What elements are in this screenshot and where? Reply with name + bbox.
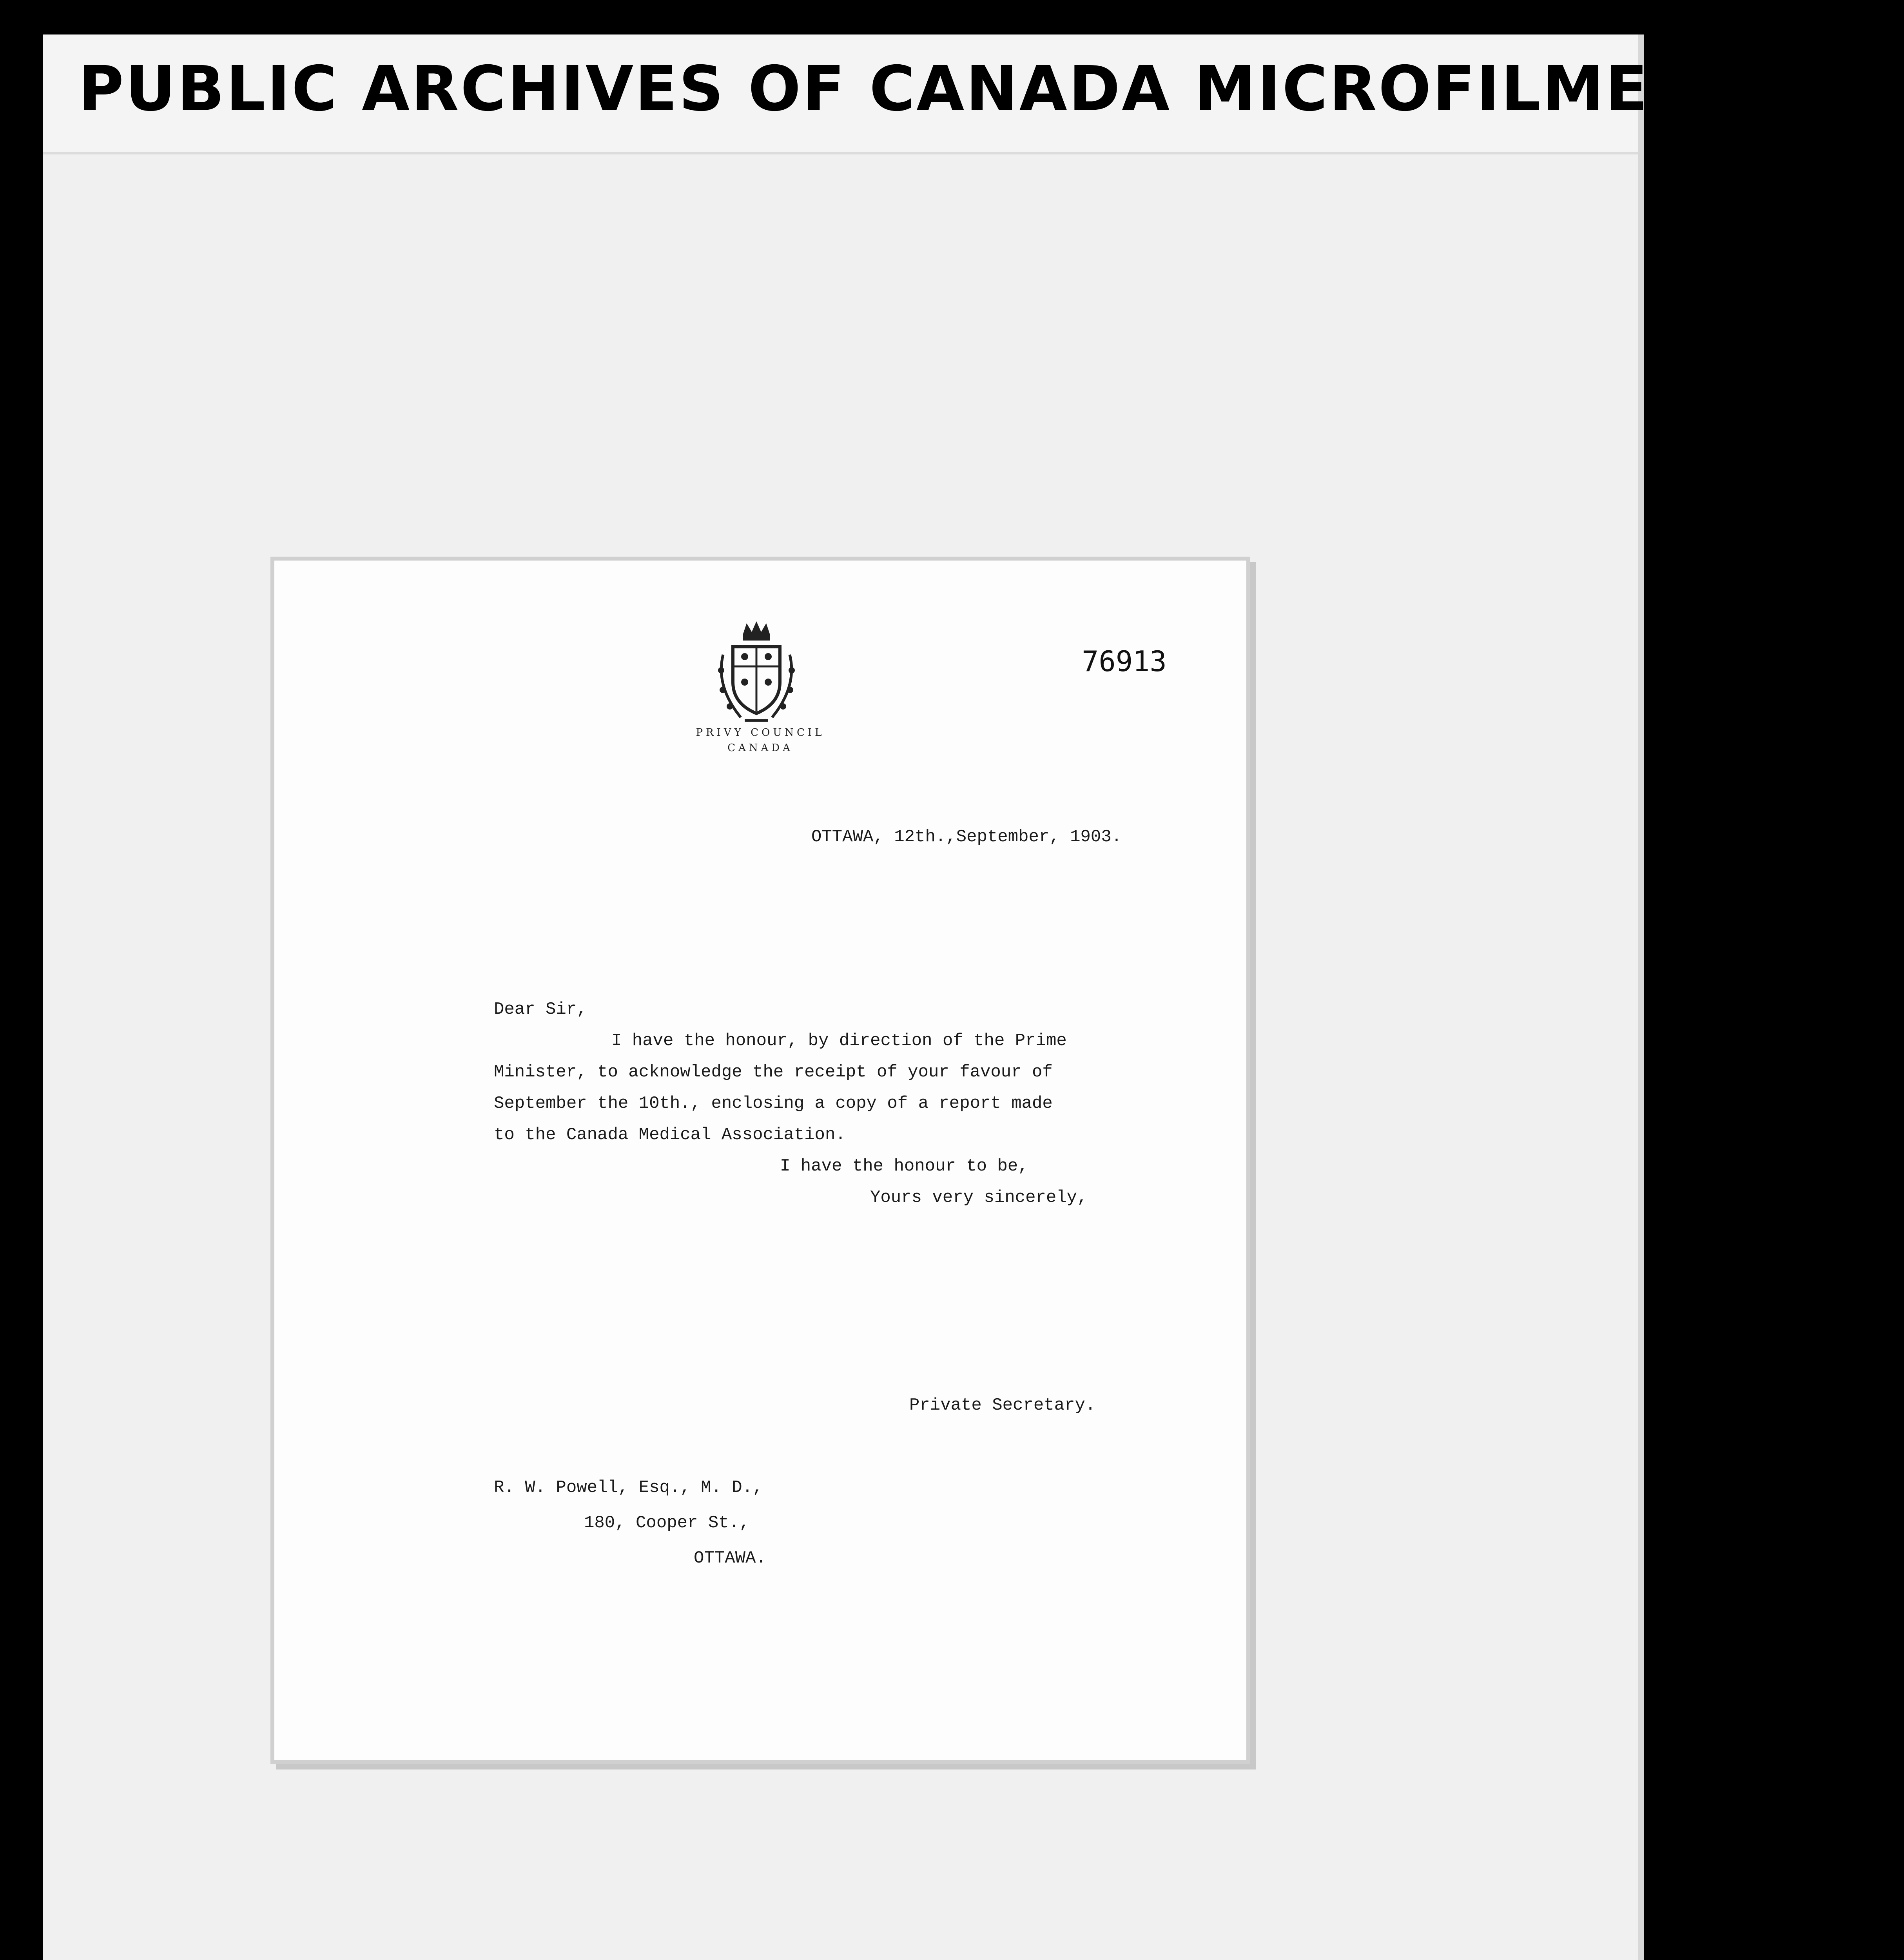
archive-header-title: PUBLIC ARCHIVES OF CANADA MICROFILMED 1954: [78, 53, 1904, 125]
body-line-3: September the 10th., enclosing a copy of a report made: [494, 1094, 1053, 1113]
address-line-1: R. W. Powell, Esq., M. D.,: [494, 1478, 763, 1497]
seal-caption: [678, 725, 843, 756]
body-line-2: Minister, to acknowledge the receipt of your favour of: [494, 1062, 1053, 1082]
body-line-4: to the Canada Medical Association.: [494, 1125, 846, 1145]
address-line-3: OTTAWA.: [694, 1548, 766, 1568]
privy-council-crest-icon: [705, 619, 807, 737]
body-line-1: I have the honour, by direction of the Prime: [611, 1031, 1067, 1051]
closing-line-2: Yours very sincerely,: [870, 1188, 1088, 1207]
archive-header-strip: [43, 34, 1904, 154]
address-line-2: 180, Cooper St.,: [584, 1513, 750, 1533]
letter-page: [270, 557, 1250, 1764]
seal-caption-line2: CANADA: [727, 742, 793, 754]
signature-title: Private Secretary.: [909, 1396, 1096, 1415]
file-number: 76913: [1082, 645, 1167, 678]
closing-line-1: I have the honour to be,: [780, 1156, 1028, 1176]
salutation: Dear Sir,: [494, 1000, 587, 1019]
seal-caption-line1: PRIVY COUNCIL: [696, 727, 825, 739]
dateline: OTTAWA, 12th.,September, 1903.: [811, 827, 1122, 847]
